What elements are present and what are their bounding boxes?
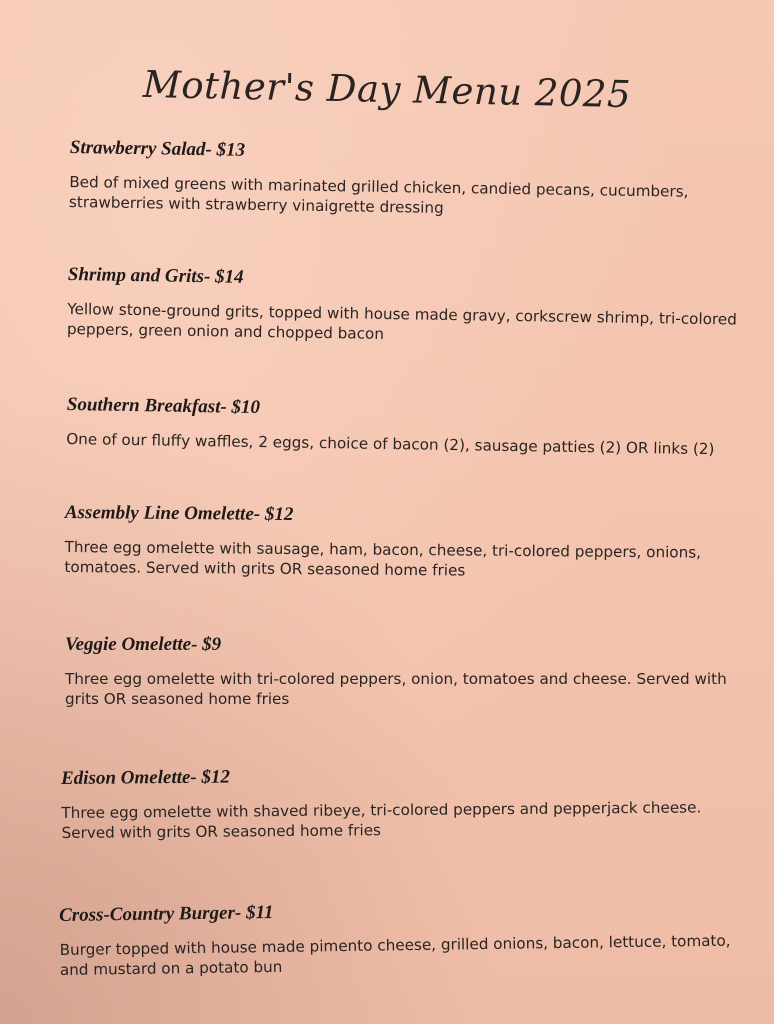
menu-item-description: Three egg omelette with sausage, ham, bacon, cheese, tri-colored peppers, onions, tomatoes. Served with grits OR seasoned home fries bbox=[64, 537, 702, 580]
menu-item-edison-omelette bbox=[61, 762, 742, 843]
menu-item-assembly-line-omelette bbox=[64, 502, 745, 583]
menu-item-title: Assembly Line Omelette- $12 bbox=[64, 502, 294, 525]
menu-item-description: Burger topped with house made pimento cheese, grilled onions, bacon, lettuce, tomato, and mustard on a potato bun bbox=[59, 931, 731, 979]
menu-item-description: Three egg omelette with shaved ribeye, tri-colored peppers and pepperjack cheese. Served with grits OR seasoned home fries bbox=[61, 798, 702, 842]
menu-item-southern-breakfast bbox=[66, 394, 747, 460]
menu-item-title: Cross-Country Burger- $11 bbox=[59, 902, 274, 926]
menu-item-title: Southern Breakfast- $10 bbox=[66, 394, 261, 419]
menu-item-description: Three egg omelette with tri-colored peppers, onion, tomatoes and cheese. Served with grits OR seasoned home fries bbox=[65, 670, 727, 708]
menu-item-title: Strawberry Salad- $13 bbox=[69, 137, 246, 161]
menu-item-shrimp-and-grits bbox=[67, 264, 748, 350]
menu-item-description: Bed of mixed greens with marinated grilled chicken, candied pecans, cucumbers, strawberries with strawberry vinaigrette dressing bbox=[68, 172, 689, 217]
menu-item-title: Shrimp and Grits- $14 bbox=[67, 264, 244, 288]
menu-item-description: One of our fluffy waffles, 2 eggs, choice of bacon (2), sausage patties (2) OR links (2) bbox=[66, 429, 715, 459]
menu-item-strawberry-salad bbox=[69, 137, 750, 223]
menu-item-cross-country-burger bbox=[59, 896, 740, 980]
menu-item-title: Veggie Omelette- $9 bbox=[65, 634, 222, 655]
menu-title: Mother's Day Menu 2025 bbox=[142, 62, 632, 117]
menu-item-description: Yellow stone-ground grits, topped with house made gravy, corkscrew shrimp, tri-colored peppers, green onion and chopped bacon bbox=[66, 299, 737, 343]
menu-item-veggie-omelette bbox=[65, 634, 745, 709]
menu-item-title: Edison Omelette- $12 bbox=[61, 766, 231, 789]
